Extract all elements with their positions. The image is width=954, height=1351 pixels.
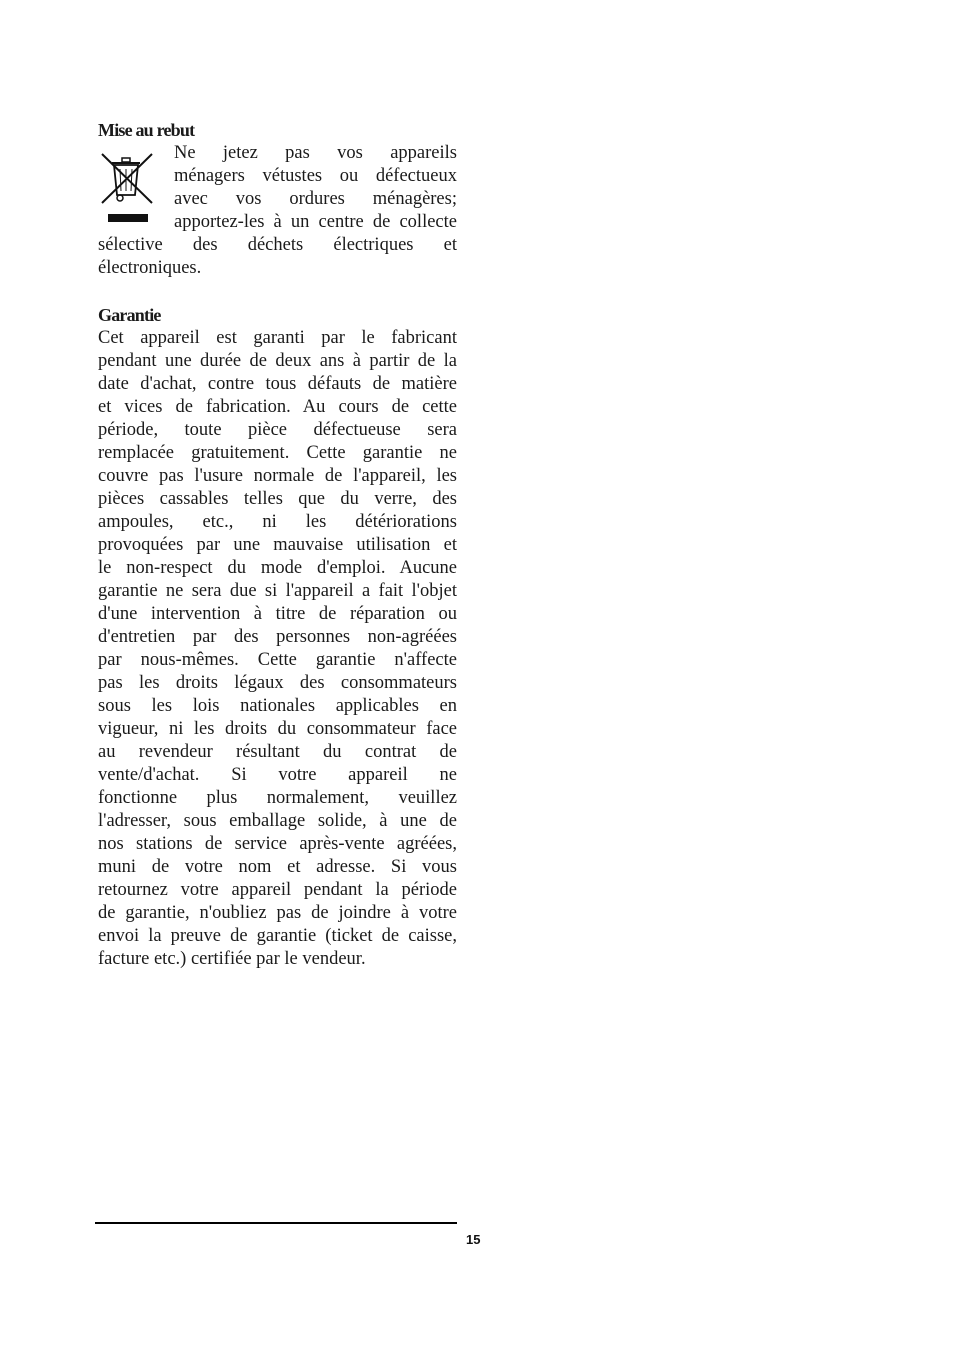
warranty-line: fonctionne plus normalement, veuillez: [98, 788, 457, 808]
warranty-line: retournez votre appareil pendant la période: [98, 880, 457, 900]
footer-rule: [95, 1222, 457, 1224]
section-title-disposal: Mise au rebut: [98, 120, 195, 140]
warranty-line: d'entretien par des personnes non-agréées: [98, 627, 457, 647]
page-number: 15: [466, 1232, 481, 1247]
warranty-line: remplacée gratuitement. Cette garantie ne: [98, 443, 457, 463]
disposal-line: ménagers vétustes ou défectueux: [174, 166, 457, 186]
text-column: [98, 119, 457, 971]
disposal-line: avec vos ordures ménagères;: [174, 189, 457, 209]
warranty-line: couvre pas l'usure normale de l'appareil, les: [98, 466, 457, 486]
warranty-line: pièces cassables telles que du verre, des: [98, 489, 457, 509]
warranty-line: facture etc.) certifiée par le vendeur.: [98, 949, 366, 969]
warranty-line: vente/d'achat. Si votre appareil ne: [98, 765, 457, 785]
warranty-line: période, toute pièce défectueuse sera: [98, 420, 457, 440]
disposal-line: électroniques.: [98, 258, 202, 278]
warranty-line: par nous-mêmes. Cette garantie n'affecte: [98, 650, 457, 670]
section-title-warranty: Garantie: [98, 305, 161, 325]
warranty-line: et vices de fabrication. Au cours de cette: [98, 397, 457, 417]
disposal-line: apportez-les à un centre de collecte: [174, 212, 457, 232]
warranty-line: muni de votre nom et adresse. Si vous: [98, 857, 457, 877]
warranty-paragraph: [98, 327, 457, 971]
warranty-line: ampoules, etc., ni les détériorations: [98, 512, 457, 532]
warranty-line: de garantie, n'oubliez pas de joindre à votre: [98, 903, 457, 923]
warranty-line: pas les droits légaux des consommateurs: [98, 673, 457, 693]
warranty-line: provoquées par une mauvaise utilisation et: [98, 535, 457, 555]
disposal-line: sélective des déchets électriques et: [98, 235, 457, 255]
disposal-line: Ne jetez pas vos appareils: [174, 143, 457, 163]
warranty-line: d'une intervention à titre de réparation ou: [98, 604, 457, 624]
warranty-line: garantie ne sera due si l'appareil a fait l'objet: [98, 581, 457, 601]
warranty-line: l'adresser, sous emballage solide, à une de: [98, 811, 457, 831]
warranty-line: date d'achat, contre tous défauts de matière: [98, 374, 457, 394]
warranty-line: nos stations de service après-vente agréées,: [98, 834, 457, 854]
warranty-line: vigueur, ni les droits du consommateur face: [98, 719, 457, 739]
warranty-line: sous les lois nationales applicables en: [98, 696, 457, 716]
warranty-line: envoi la preuve de garantie (ticket de caisse,: [98, 926, 457, 946]
warranty-line: Cet appareil est garanti par le fabricant: [98, 328, 457, 348]
warranty-line: pendant une durée de deux ans à partir de la: [98, 351, 457, 371]
warranty-line: le non-respect du mode d'emploi. Aucune: [98, 558, 457, 578]
warranty-line: au revendeur résultant du contrat de: [98, 742, 457, 762]
